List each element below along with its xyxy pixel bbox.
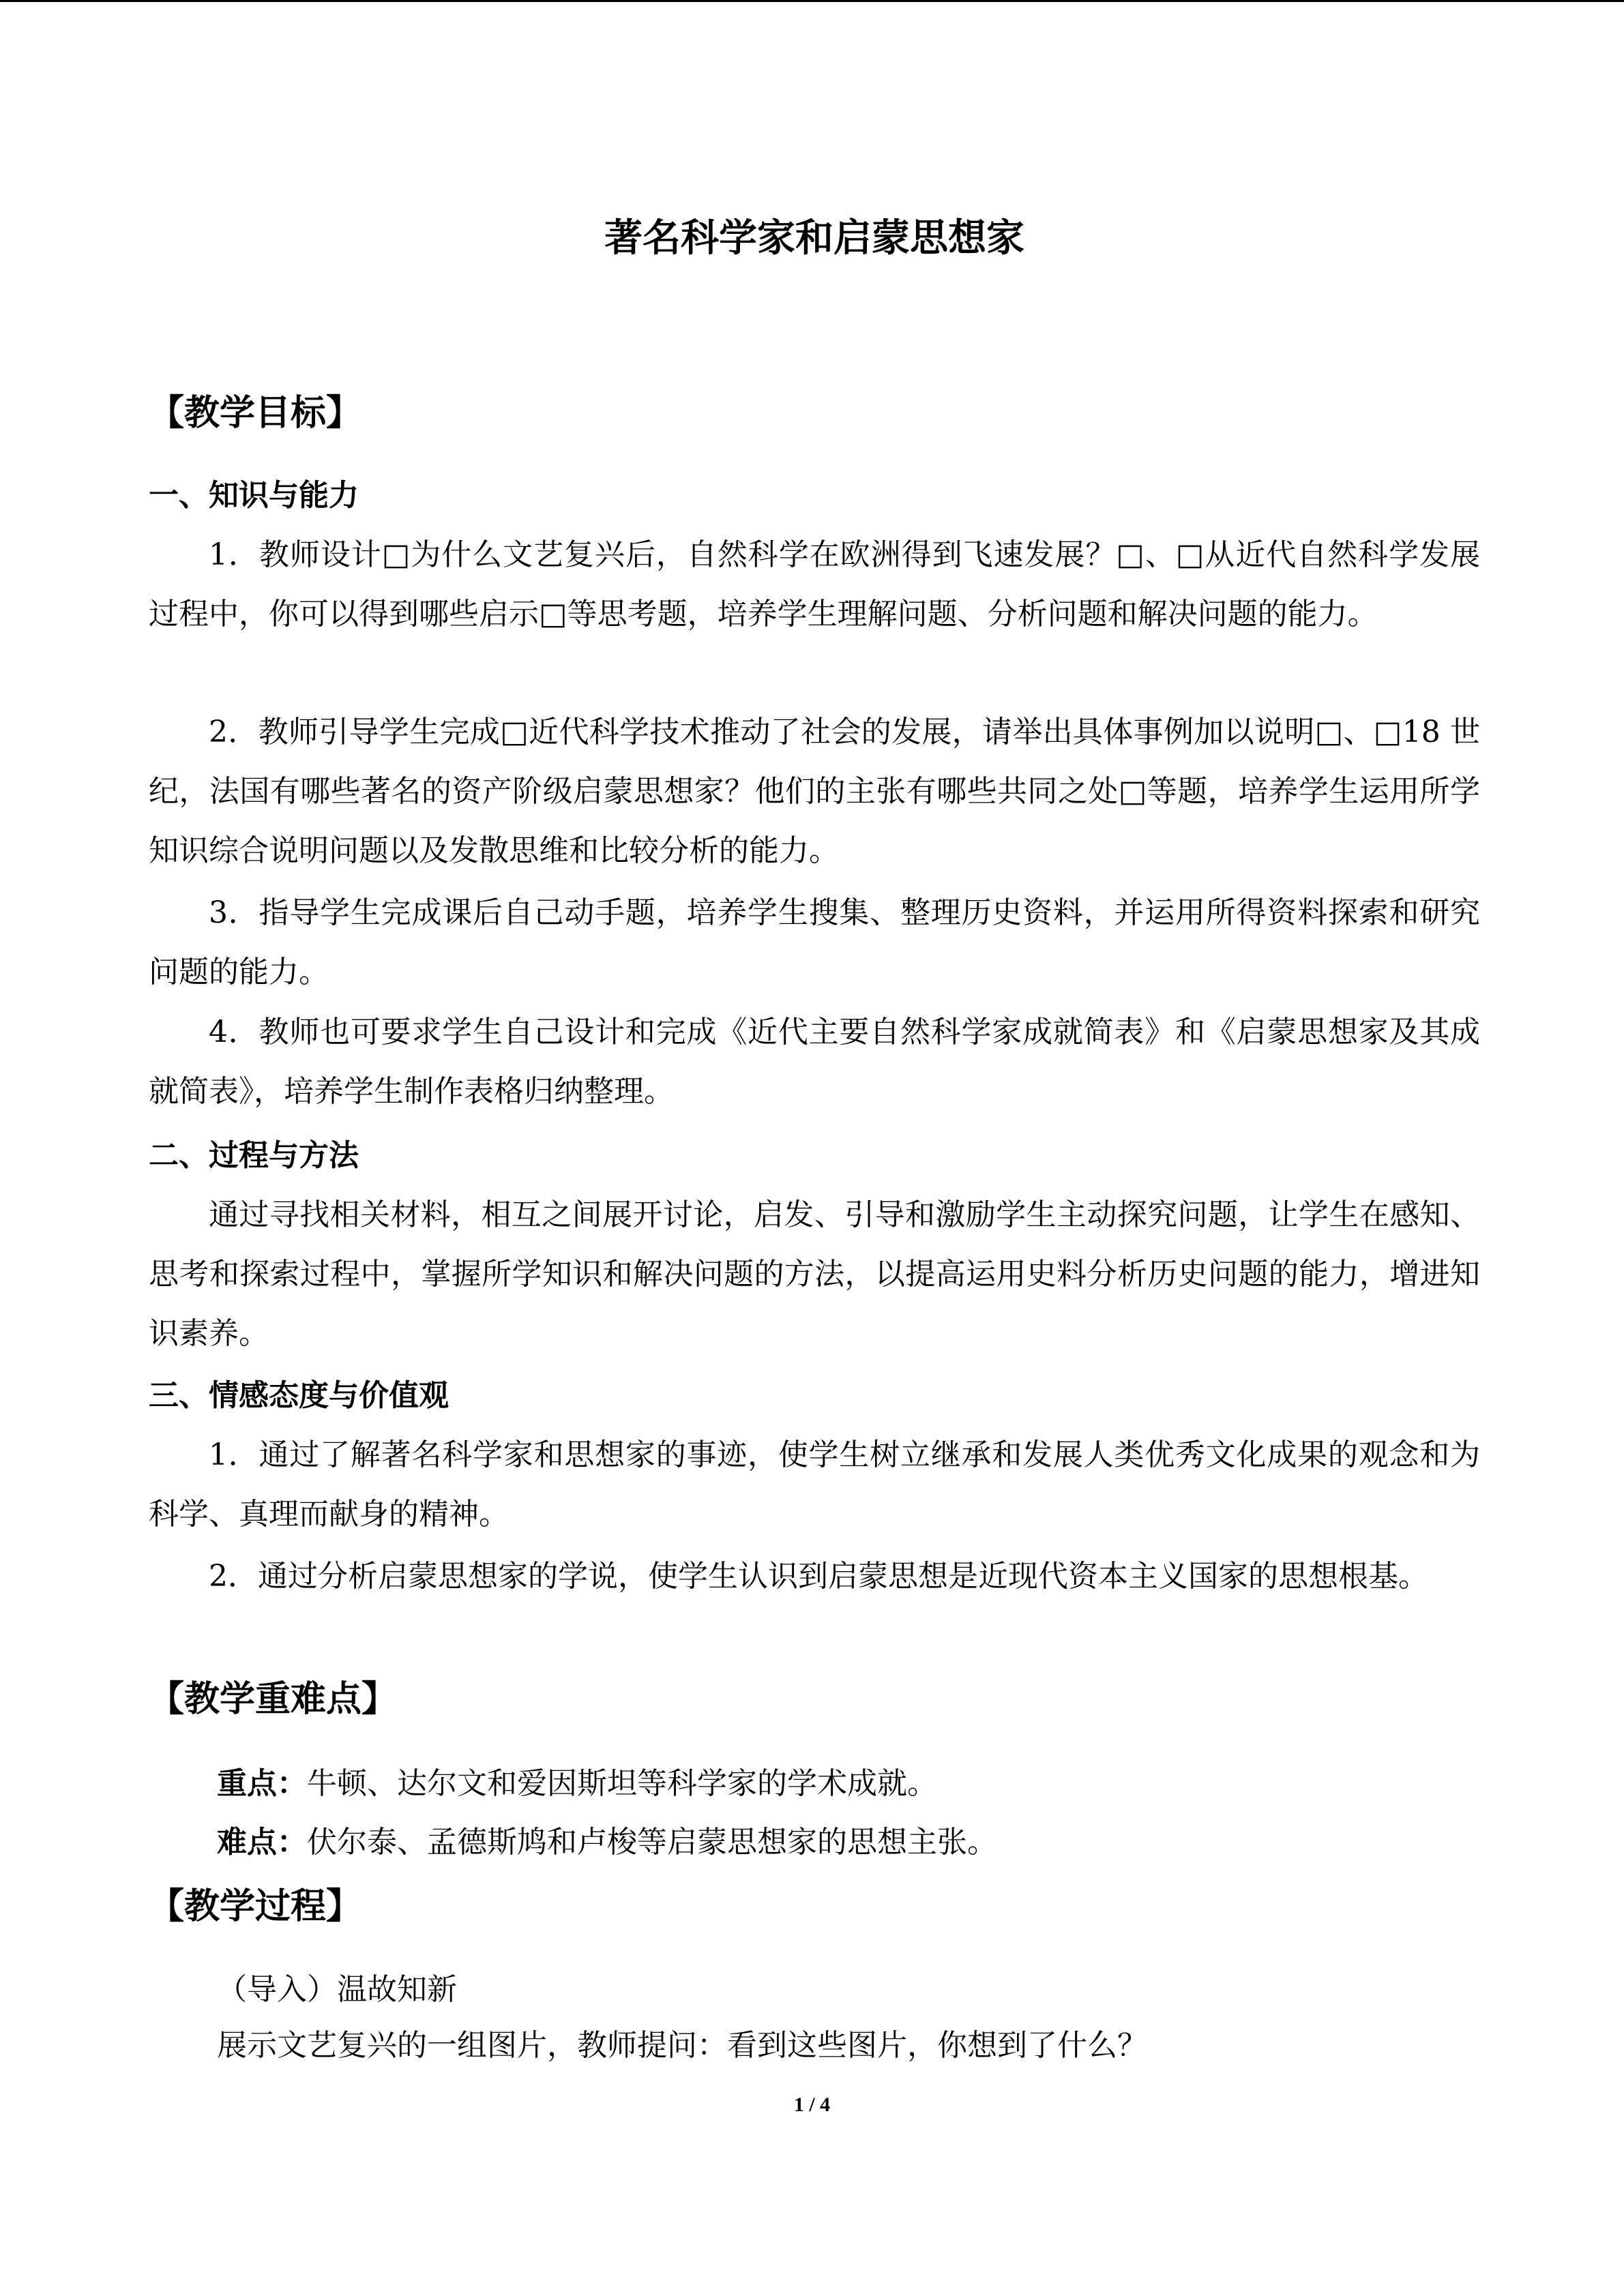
- process-method-text: 通过寻找相关材料，相互之间展开讨论，启发、引导和激励学生主动探究问题，让学生在感知、思考和探索过程中，掌握所学知识和解决问题的方法，以提高运用史料分析历史问题的能力，增进知识素养。: [149, 1197, 1480, 1351]
- knowledge-ability-heading: 一、知识与能力: [149, 478, 359, 513]
- key-points-heading: 【教学重难点】: [149, 1679, 398, 1720]
- values-item-2: 2．通过分析启蒙思想家的学说，使学生认识到启蒙思想是近现代资本主义国家的思想根基。: [209, 1559, 1428, 1594]
- values-heading: 三、情感态度与价值观: [149, 1378, 449, 1413]
- difficult-point-line: [217, 1815, 997, 1870]
- key-point-label: 重点：: [217, 1766, 307, 1801]
- objective-item-4: 4．教师也可要求学生自己设计和完成《近代主要自然科学家成就简表》和《启蒙思想家及其成就简表》，培养学生制作表格归纳整理。: [149, 1015, 1480, 1109]
- objective-item-1: 1．教师设计□为什么文艺复兴后，自然科学在欧洲得到飞速发展？□、□从近代自然科学发展过程中，你可以得到哪些启示□等思考题，培养学生理解问题、分析问题和解决问题的能力。: [149, 537, 1480, 631]
- page-number: 1 / 4: [793, 2093, 831, 2116]
- teaching-process-heading: 【教学过程】: [149, 1886, 362, 1927]
- difficult-point-text: 伏尔泰、孟德斯鸠和卢梭等启蒙思想家的思想主张。: [307, 1825, 997, 1860]
- process-method-heading: 二、过程与方法: [149, 1138, 359, 1173]
- page-title: 著名科学家和启蒙思想家: [604, 216, 1024, 260]
- intro-text: 展示文艺复兴的一组图片，教师提问：看到这些图片，你想到了什么？: [217, 2028, 1147, 2063]
- objective-item-2: 2．教师引导学生完成□近代科学技术推动了社会的发展，请举出具体事例加以说明□、□18 世纪，法国有哪些著名的资产阶级启蒙思想家？他们的主张有哪些共同之处□等题，培养学生运用所学知识综合说明问题以及发散思维和比较分析的能力。: [149, 715, 1480, 868]
- values-item-1: 1．通过了解著名科学家和思想家的事迹，使学生树立继承和发展人类优秀文化成果的观念和为科学、真理而献身的精神。: [149, 1437, 1480, 1532]
- objective-item-3: 3．指导学生完成课后自己动手题，培养学生搜集、整理历史资料，并运用所得资料探索和研究问题的能力。: [149, 895, 1480, 989]
- objectives-heading: 【教学目标】: [149, 393, 362, 434]
- top-border: [0, 0, 1624, 2]
- intro-line: （导入）温故知新: [217, 1972, 457, 2007]
- key-point-line: [217, 1757, 937, 1811]
- difficult-point-label: 难点：: [217, 1825, 307, 1860]
- key-point-text: 牛顿、达尔文和爱因斯坦等科学家的学术成就。: [307, 1766, 937, 1801]
